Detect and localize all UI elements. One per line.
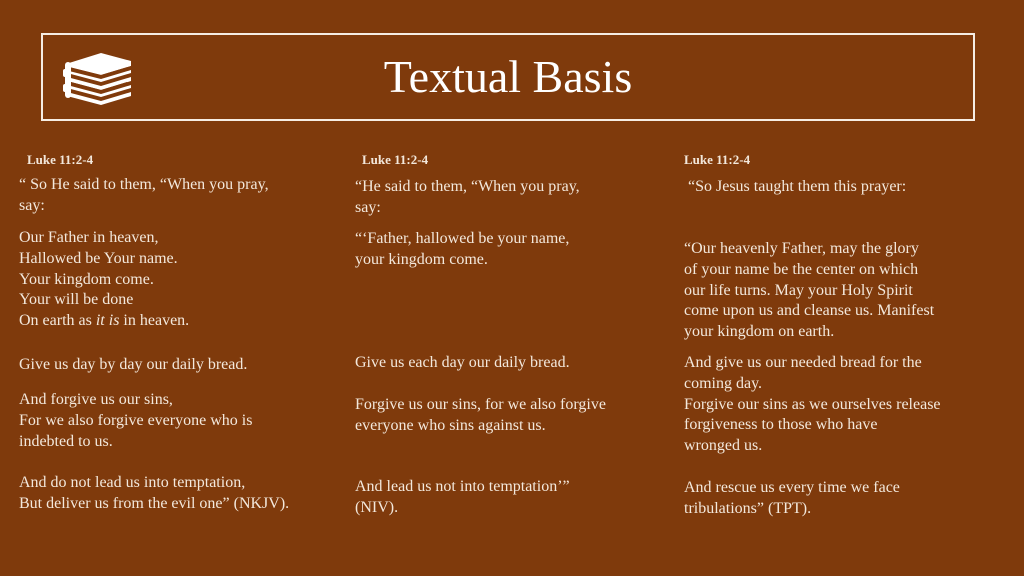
verse-paragraph: “‘Father, hallowed be your name, your kingdom come. [355, 230, 570, 268]
scripture-reference: Luke 11:2-4 [362, 152, 429, 167]
verse-paragraph: And rescue us every time we face tribulations” (TPT). [684, 479, 900, 517]
verse-paragraph: Give us day by day our daily bread. [19, 356, 248, 373]
verse-paragraph: “He said to them, “When you pray, say: [355, 178, 580, 216]
scripture-reference: Luke 11:2-4 [684, 152, 751, 167]
verse-text: in heaven. [119, 312, 190, 330]
title-box [41, 33, 975, 121]
slide-title: Textual Basis [383, 51, 633, 102]
verse-paragraph: Give us each day our daily bread. [355, 354, 570, 371]
verse-paragraph: Forgive us our sins, for we also forgive everyone who sins against us. [355, 396, 606, 434]
verse-paragraph [19, 228, 344, 332]
scripture-reference: Luke 11:2-4 [27, 152, 94, 167]
italic-text: it is [95, 312, 120, 330]
verse-paragraph: And forgive us our sins, For we also forgive everyone who is indebted to us. [19, 391, 253, 450]
verse-paragraph: “So Jesus taught them this prayer: [688, 178, 907, 195]
verse-paragraph: And give us our needed bread for the coming day. Forgive our sins as we ourselves release forgiveness to those who have wronged us. [684, 354, 941, 455]
verse-text: Our Father in heaven, Hallowed be Your name. Your kingdom come. Your will be done On earth as [19, 229, 178, 330]
verse-paragraph: And lead us not into temptation’” (NIV). [355, 478, 570, 516]
verse-paragraph: “Our heavenly Father, may the glory of your name be the center on which our life turns. May your Holy Spirit come upon us and cleanse us. Manifest your kingdom on earth. [684, 240, 935, 341]
verse-paragraph: “ So He said to them, “When you pray, say: [19, 176, 269, 214]
verse-paragraph: And do not lead us into temptation, But deliver us from the evil one” (NKJV). [19, 474, 290, 512]
